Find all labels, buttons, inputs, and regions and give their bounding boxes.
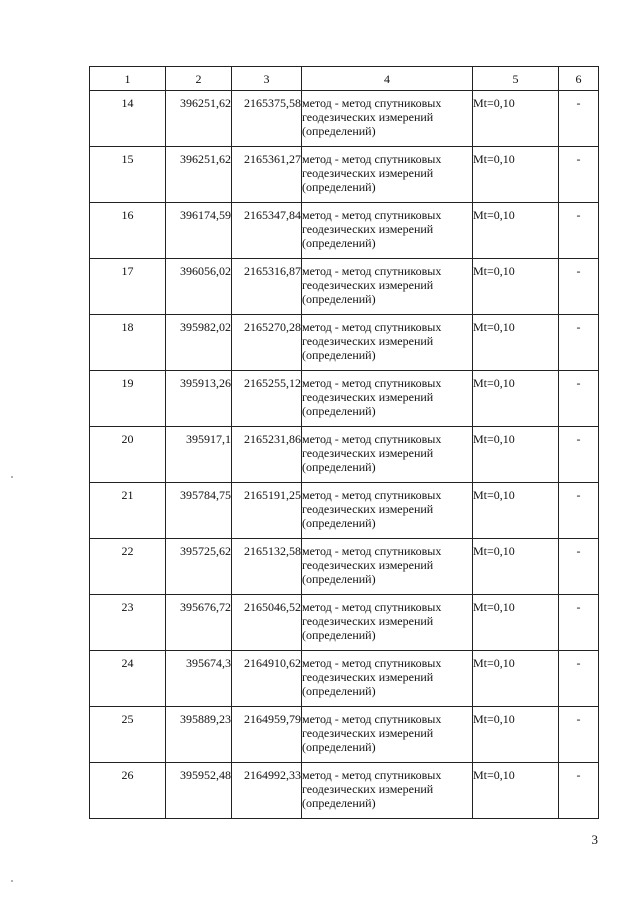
header-col-6: 6 [559, 67, 599, 91]
table-row [90, 147, 599, 203]
coordinate-x-cell: 395982,02 [166, 315, 232, 371]
coordinate-y-cell: 2165231,86 [232, 427, 302, 483]
note-cell: - [559, 147, 599, 203]
coordinate-y-cell: 2165255,12 [232, 371, 302, 427]
coordinate-x-cell: 396251,62 [166, 91, 232, 147]
table-row [90, 203, 599, 259]
note-cell: - [559, 427, 599, 483]
header-col-3: 3 [232, 67, 302, 91]
point-number-cell: 16 [90, 203, 166, 259]
coordinate-x-cell: 395889,23 [166, 707, 232, 763]
note-cell: - [559, 203, 599, 259]
point-number-cell: 26 [90, 763, 166, 819]
table-row [90, 707, 599, 763]
note-cell: - [559, 91, 599, 147]
method-cell: метод - метод спутниковых геодезических измерений (определений) [302, 595, 473, 651]
point-number-cell: 22 [90, 539, 166, 595]
coordinate-x-cell: 396251,62 [166, 147, 232, 203]
accuracy-cell: Mt=0,10 [473, 595, 559, 651]
page-number: 3 [591, 832, 598, 847]
point-number-cell: 21 [90, 483, 166, 539]
table-row [90, 539, 599, 595]
point-number-cell: 19 [90, 371, 166, 427]
table-row [90, 483, 599, 539]
coordinate-x-cell: 395676,72 [166, 595, 232, 651]
table-header-row [90, 67, 599, 91]
note-cell: - [559, 539, 599, 595]
table-row [90, 595, 599, 651]
table-row [90, 651, 599, 707]
method-cell: метод - метод спутниковых геодезических измерений (определений) [302, 763, 473, 819]
accuracy-cell: Mt=0,10 [473, 259, 559, 315]
coordinates-table [89, 66, 599, 819]
coordinate-y-cell: 2165347,84 [232, 203, 302, 259]
table-row [90, 427, 599, 483]
method-cell: метод - метод спутниковых геодезических измерений (определений) [302, 427, 473, 483]
note-cell: - [559, 651, 599, 707]
table-row [90, 371, 599, 427]
accuracy-cell: Mt=0,10 [473, 539, 559, 595]
header-col-4: 4 [302, 67, 473, 91]
coordinate-y-cell: 2165191,25 [232, 483, 302, 539]
header-col-5: 5 [473, 67, 559, 91]
method-cell: метод - метод спутниковых геодезических измерений (определений) [302, 91, 473, 147]
accuracy-cell: Mt=0,10 [473, 483, 559, 539]
method-cell: метод - метод спутниковых геодезических измерений (определений) [302, 315, 473, 371]
coordinate-y-cell: 2165270,28 [232, 315, 302, 371]
coordinate-y-cell: 2165375,58 [232, 91, 302, 147]
coordinate-x-cell: 395952,48 [166, 763, 232, 819]
accuracy-cell: Mt=0,10 [473, 371, 559, 427]
point-number-cell: 15 [90, 147, 166, 203]
note-cell: - [559, 595, 599, 651]
accuracy-cell: Mt=0,10 [473, 315, 559, 371]
point-number-cell: 14 [90, 91, 166, 147]
coordinate-x-cell: 395784,75 [166, 483, 232, 539]
point-number-cell: 23 [90, 595, 166, 651]
coordinate-y-cell: 2164959,79 [232, 707, 302, 763]
accuracy-cell: Mt=0,10 [473, 707, 559, 763]
method-cell: метод - метод спутниковых геодезических измерений (определений) [302, 651, 473, 707]
note-cell: - [559, 371, 599, 427]
table-row [90, 315, 599, 371]
coordinate-x-cell: 395725,62 [166, 539, 232, 595]
coordinate-x-cell: 395674,3 [166, 651, 232, 707]
table-row [90, 763, 599, 819]
method-cell: метод - метод спутниковых геодезических измерений (определений) [302, 147, 473, 203]
point-number-cell: 17 [90, 259, 166, 315]
accuracy-cell: Mt=0,10 [473, 651, 559, 707]
coordinate-y-cell: 2165132,58 [232, 539, 302, 595]
header-col-1: 1 [90, 67, 166, 91]
scan-speck [11, 476, 13, 478]
method-cell: метод - метод спутниковых геодезических измерений (определений) [302, 539, 473, 595]
method-cell: метод - метод спутниковых геодезических измерений (определений) [302, 483, 473, 539]
point-number-cell: 18 [90, 315, 166, 371]
note-cell: - [559, 259, 599, 315]
method-cell: метод - метод спутниковых геодезических измерений (определений) [302, 371, 473, 427]
method-cell: метод - метод спутниковых геодезических измерений (определений) [302, 203, 473, 259]
header-col-2: 2 [166, 67, 232, 91]
coordinate-y-cell: 2165046,52 [232, 595, 302, 651]
method-cell: метод - метод спутниковых геодезических измерений (определений) [302, 259, 473, 315]
coordinate-x-cell: 395917,1 [166, 427, 232, 483]
method-cell: метод - метод спутниковых геодезических измерений (определений) [302, 707, 473, 763]
point-number-cell: 24 [90, 651, 166, 707]
accuracy-cell: Mt=0,10 [473, 427, 559, 483]
note-cell: - [559, 707, 599, 763]
accuracy-cell: Mt=0,10 [473, 91, 559, 147]
table-row [90, 259, 599, 315]
coordinate-x-cell: 396056,02 [166, 259, 232, 315]
table-row [90, 91, 599, 147]
accuracy-cell: Mt=0,10 [473, 203, 559, 259]
note-cell: - [559, 315, 599, 371]
coordinate-x-cell: 396174,59 [166, 203, 232, 259]
table-body [90, 91, 599, 819]
coordinate-y-cell: 2165316,87 [232, 259, 302, 315]
note-cell: - [559, 483, 599, 539]
coordinate-x-cell: 395913,26 [166, 371, 232, 427]
point-number-cell: 20 [90, 427, 166, 483]
coordinate-y-cell: 2164910,62 [232, 651, 302, 707]
accuracy-cell: Mt=0,10 [473, 763, 559, 819]
note-cell: - [559, 763, 599, 819]
coordinate-y-cell: 2164992,33 [232, 763, 302, 819]
coordinate-y-cell: 2165361,27 [232, 147, 302, 203]
scan-speck [11, 880, 13, 882]
point-number-cell: 25 [90, 707, 166, 763]
accuracy-cell: Mt=0,10 [473, 147, 559, 203]
